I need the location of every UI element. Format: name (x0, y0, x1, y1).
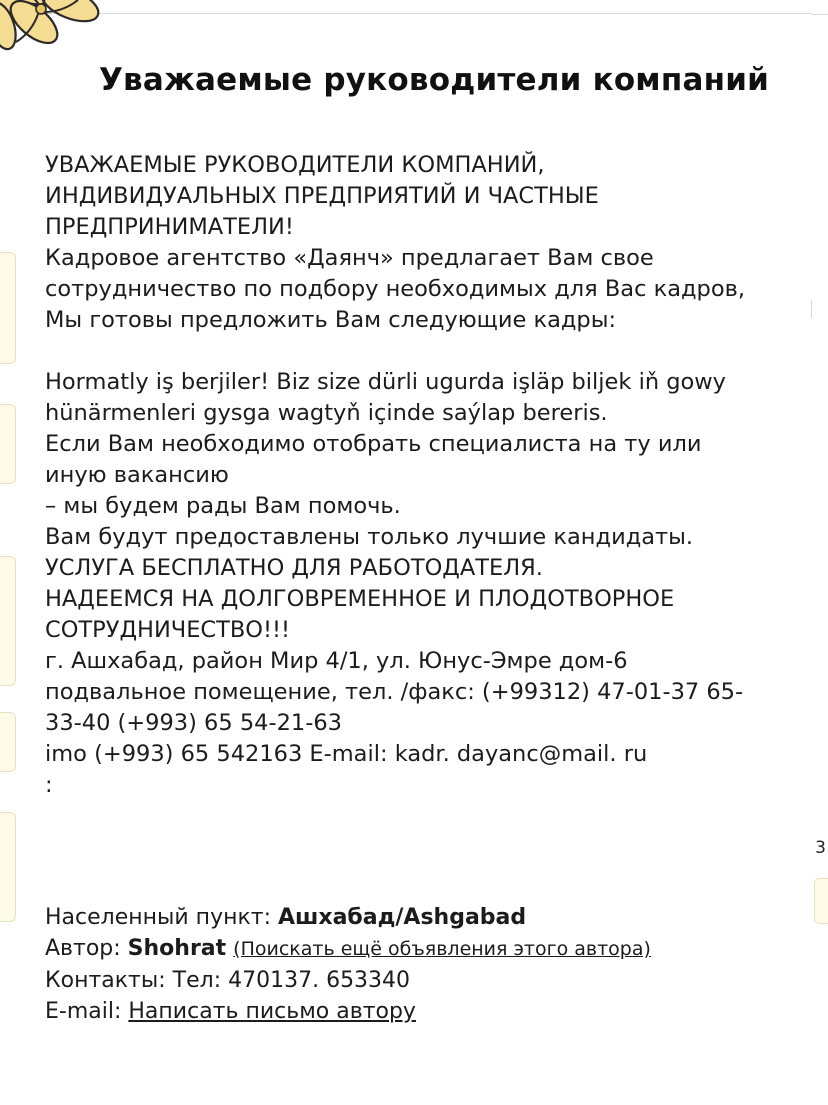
body-line: : (45, 772, 53, 798)
left-edge-card-2-text (0, 405, 15, 425)
body-line-blank (45, 336, 780, 367)
document-body (45, 150, 780, 801)
body-line: Мы готовы предложить Вам следующие кадры: (45, 307, 617, 333)
body-line: ПРЕДПРИНИМАТЕЛИ! (45, 214, 294, 240)
left-edge-card-5[interactable] (0, 812, 16, 922)
body-line: УВАЖАЕМЫЕ РУКОВОДИТЕЛИ КОМПАНИЙ, (45, 152, 545, 178)
body-line: иную вакансию (45, 462, 229, 488)
author-more-ads-link[interactable]: (Поискать ещё объявления этого автора) (233, 938, 651, 960)
left-edge-card-4[interactable] (0, 712, 16, 772)
body-line: СОТРУДНИЧЕСТВО!!! (45, 617, 291, 643)
body-line: Hormatly iş berjiler! Biz size dürli ugurda işläp biljek iň gowy (45, 369, 726, 395)
left-edge-card-1[interactable] (0, 252, 16, 364)
meta-location-label: Населенный пункт: (45, 905, 271, 930)
meta-email-row (45, 996, 785, 1027)
write-to-author-link[interactable]: Написать письмо автору (128, 999, 416, 1024)
meta-location-row (45, 902, 785, 933)
right-edge-strip-middle (811, 300, 828, 318)
body-line: ИНДИВИДУАЛЬНЫХ ПРЕДПРИЯТИЙ И ЧАСТНЫЕ (45, 183, 599, 209)
left-edge-card-2[interactable] (0, 404, 16, 484)
right-edge-card[interactable] (814, 878, 828, 924)
body-line: Кадровое агентство «Даянч» предлагает Вам свое (45, 245, 654, 271)
right-edge-strip-top (812, 0, 828, 15)
meta-author-value: Shohrat (127, 936, 227, 961)
body-line: – мы будем рады Вам помочь. (45, 493, 401, 519)
body-line: УСЛУГА БЕСПЛАТНО ДЛЯ РАБОТОДАТЕЛЯ. (45, 555, 543, 581)
body-line: г. Ашхабад, район Мир 4/1, ул. Юнус-Эмре дом-6 (45, 648, 628, 674)
body-line: сотрудничество по подбору необходимых для Вас кадров, (45, 276, 746, 302)
page-title: Уважаемые руководители компаний (98, 62, 770, 98)
body-line: подвальное помещение, тел. /факс: (+99312) 47-01-37 65- (45, 679, 744, 705)
meta-contacts-value: Тел: 470137. 653340 (172, 968, 411, 993)
body-line: НАДЕЕМСЯ НА ДОЛГОВРЕМЕННОЕ И ПЛОДОТВОРНОЕ (45, 586, 675, 612)
meta-contacts-label: Контакты: (45, 968, 166, 993)
body-line: imo (+993) 65 542163 E-mail: kadr. dayanc@mail. ru (45, 741, 648, 767)
right-edge-number: 3 (815, 838, 826, 858)
body-line: hünärmenleri gysga wagtyň içinde saýlap bereris. (45, 400, 608, 426)
left-edge-card-5-text (0, 813, 15, 833)
meta-email-label: E-mail: (45, 999, 122, 1024)
meta-author-label: Автор: (45, 936, 121, 961)
body-line: Вам будут предоставлены только лучшие кандидаты. (45, 524, 694, 550)
left-edge-card-4-text (0, 713, 15, 733)
body-line: Если Вам необходимо отобрать специалиста на ту или (45, 431, 702, 457)
meta-author-row (45, 933, 785, 965)
listing-meta (45, 902, 785, 1027)
meta-contacts-row (45, 965, 785, 996)
meta-location-value: Ашхабад/Ashgabad (277, 905, 527, 930)
left-edge-card-3[interactable] (0, 556, 16, 686)
body-line: 33-40 (+993) 65 54-21-63 (45, 710, 342, 736)
